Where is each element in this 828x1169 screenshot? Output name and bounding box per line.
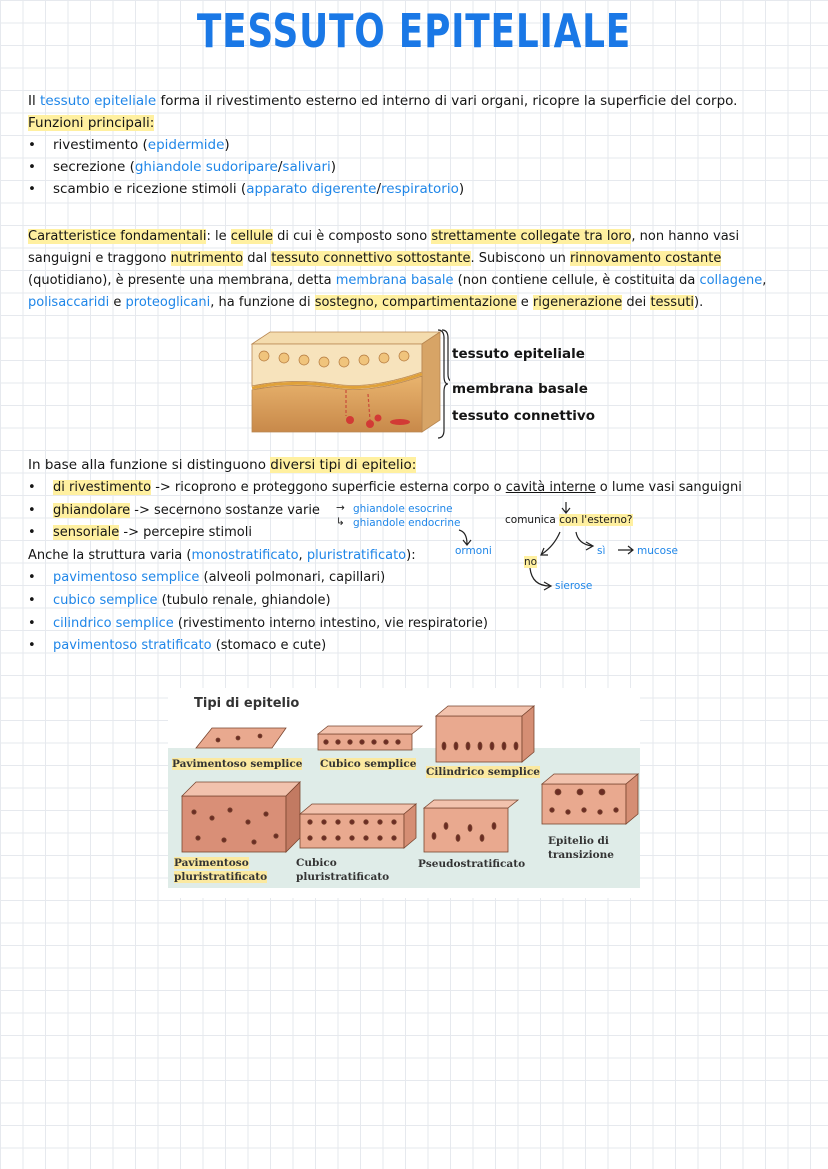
no-label: [524, 556, 537, 568]
term: proteoglicani: [125, 295, 211, 310]
structure-item: • cilindrico semplice (rivestimento interno intestino, vie respiratorie): [28, 616, 488, 631]
text: /: [277, 159, 283, 175]
text: forma il rivestimento esterno ed interno di vari organi, ricopre la superficie del corpo.: [156, 93, 738, 109]
highlight: di rivestimento: [53, 480, 152, 495]
label-cubico-pluristratificato: [296, 856, 389, 884]
characteristics-line: [28, 270, 766, 292]
epithelium-types-figure: [168, 688, 640, 898]
text: -> percepire stimoli: [119, 525, 252, 540]
characteristics-line: [28, 292, 703, 314]
text: (alveoli polmonari, capillari): [199, 570, 386, 585]
highlight: rigenerazione: [532, 295, 623, 310]
characteristics-line: [28, 248, 721, 270]
mucose-label: mucose: [637, 545, 679, 557]
structure-line: [28, 545, 416, 567]
highlight: ghiandolare: [53, 503, 131, 518]
term: cilindrico semplice: [53, 616, 174, 631]
function-item: • rivestimento (epidermide): [28, 137, 230, 153]
text: e: [516, 295, 533, 310]
highlight: sensoriale: [53, 525, 120, 540]
highlight: sostegno, compartimentazione: [314, 295, 517, 310]
term: pluristratificato: [306, 548, 407, 563]
text: In base alla funzione si distinguono: [28, 457, 271, 473]
term: ghiandole sudoripare: [134, 159, 278, 175]
term: collagene: [699, 273, 763, 288]
figure-title: Tipi di epitelio: [194, 696, 300, 711]
highlight: Cilindrico semplice: [426, 766, 540, 778]
highlight: strettamente collegate tra loro: [431, 229, 632, 244]
arrow-icon: ↳: [336, 516, 345, 528]
highlight: Pavimentoso: [174, 857, 249, 869]
text: di cui è composto sono: [272, 229, 432, 244]
structure-item: • pavimentoso stratificato (stomaco e cute): [28, 638, 327, 653]
label-tessuto-connettivo: tessuto connettivo: [452, 408, 595, 424]
text: ): [224, 137, 230, 153]
text: transizione: [548, 849, 614, 861]
text: scambio e ricezione stimoli (: [53, 181, 247, 197]
text: : le: [206, 229, 231, 244]
gland-exocrine: ghiandole esocrine: [353, 503, 453, 515]
brace-icon: [436, 328, 450, 440]
term: epidermide: [147, 137, 225, 153]
highlight: nutrimento: [170, 251, 244, 266]
function-item: • scambio e ricezione stimoli (apparato digerente/respiratorio): [28, 181, 465, 197]
label-pavimentoso-semplice: [172, 758, 302, 770]
text: o lume vasi sanguigni: [595, 480, 742, 495]
highlight: tessuti: [650, 295, 695, 310]
highlight: Pavimentoso semplice: [172, 758, 303, 770]
text: /: [376, 181, 382, 197]
functions-heading: [28, 112, 154, 134]
term: respiratorio: [381, 181, 459, 197]
text: ).: [694, 295, 704, 310]
text: dal: [243, 251, 272, 266]
term: pavimentoso stratificato: [53, 638, 212, 653]
page-title: TESSUTO EPITELIALE: [196, 4, 632, 58]
label-tessuto-epiteliale: tessuto epiteliale: [452, 346, 585, 362]
label-transizione: [548, 834, 614, 862]
structure-item: • cubico semplice (tubulo renale, ghiandole): [28, 593, 331, 608]
term: tessuto epiteliale: [40, 93, 157, 109]
term: monostratificato: [191, 548, 299, 563]
text: Cubico: [296, 857, 337, 869]
text: comunica: [505, 514, 560, 526]
text: -> ricoprono e proteggono superficie esterna corpo o: [151, 480, 506, 495]
text: . Subiscono un: [470, 251, 570, 266]
text: ):: [406, 548, 416, 563]
label-pavimentoso-pluristratificato: [174, 856, 267, 884]
term: membrana basale: [335, 273, 454, 288]
text: (stomaco e cute): [211, 638, 327, 653]
label-cubico-semplice: [320, 758, 416, 770]
gland-endocrine: ghiandole endocrine: [353, 517, 461, 529]
text: ): [330, 159, 337, 175]
highlight: rinnovamento costante: [569, 251, 722, 266]
term: polisaccaridi: [28, 295, 110, 310]
highlight: Caratteristice fondamentali: [28, 229, 207, 244]
epithelium-cross-section-illustration: [250, 328, 450, 438]
sierose-label: sierose: [555, 580, 593, 592]
text: (rivestimento interno intestino, vie respiratorie): [173, 616, 488, 631]
text: sanguigni e traggono: [28, 251, 171, 266]
text: (tubulo renale, ghiandole): [157, 593, 331, 608]
highlight: Funzioni principali:: [28, 115, 155, 131]
text: e: [109, 295, 126, 310]
text: Il: [28, 93, 41, 109]
highlight: pluristratificato: [174, 871, 268, 883]
type-item: • sensoriale -> percepire stimoli: [28, 525, 252, 540]
highlight: con l'esterno?: [559, 514, 633, 526]
text: Anche la struttura varia (: [28, 548, 192, 563]
text: ,: [762, 273, 767, 288]
text: ,: [298, 548, 307, 563]
label-pseudostratificato: Pseudostratificato: [418, 858, 526, 870]
text: ): [458, 181, 465, 197]
intro-paragraph: [28, 90, 737, 112]
text: , non hanno vasi: [631, 229, 740, 244]
text: (quotidiano), è presente una membrana, detta: [28, 273, 336, 288]
function-item: • secrezione (ghiandole sudoripare/salivari): [28, 159, 337, 175]
underlined-text: cavità interne: [505, 480, 596, 495]
text: rivestimento (: [53, 137, 148, 153]
text: (non contiene cellule, è costituita da: [453, 273, 700, 288]
text: secrezione (: [53, 159, 135, 175]
term: apparato digerente: [246, 181, 377, 197]
text: -> secernono sostanze varie: [130, 503, 320, 518]
text: dei: [622, 295, 651, 310]
highlight: tessuto connettivo sottostante: [271, 251, 471, 266]
arrow-icon: →: [336, 502, 345, 514]
label-membrana-basale: membrana basale: [452, 381, 588, 397]
ormoni-label: ormoni: [455, 545, 492, 557]
si-label: sì: [597, 545, 606, 557]
types-intro: [28, 454, 416, 476]
type-item: • di rivestimento -> ricoprono e proteggono superficie esterna corpo o cavità interne o lume vasi sanguigni: [28, 480, 742, 495]
term: salivari: [282, 159, 331, 175]
highlight: diversi tipi di epitelio:: [270, 457, 417, 473]
text: , ha funzione di: [210, 295, 315, 310]
highlight: Cubico semplice: [320, 758, 417, 770]
term: pavimentoso semplice: [53, 570, 200, 585]
text: pluristratificato: [296, 871, 390, 883]
highlight: no: [524, 556, 538, 568]
characteristics-line: [28, 226, 739, 248]
structure-item: • pavimentoso semplice (alveoli polmonari, capillari): [28, 570, 386, 585]
type-item: • ghiandolare -> secernono sostanze varie: [28, 503, 320, 518]
label-cilindrico-semplice: [426, 766, 540, 778]
term: cubico semplice: [53, 593, 158, 608]
highlight: cellule: [230, 229, 273, 244]
text: Epitelio di: [548, 835, 609, 847]
